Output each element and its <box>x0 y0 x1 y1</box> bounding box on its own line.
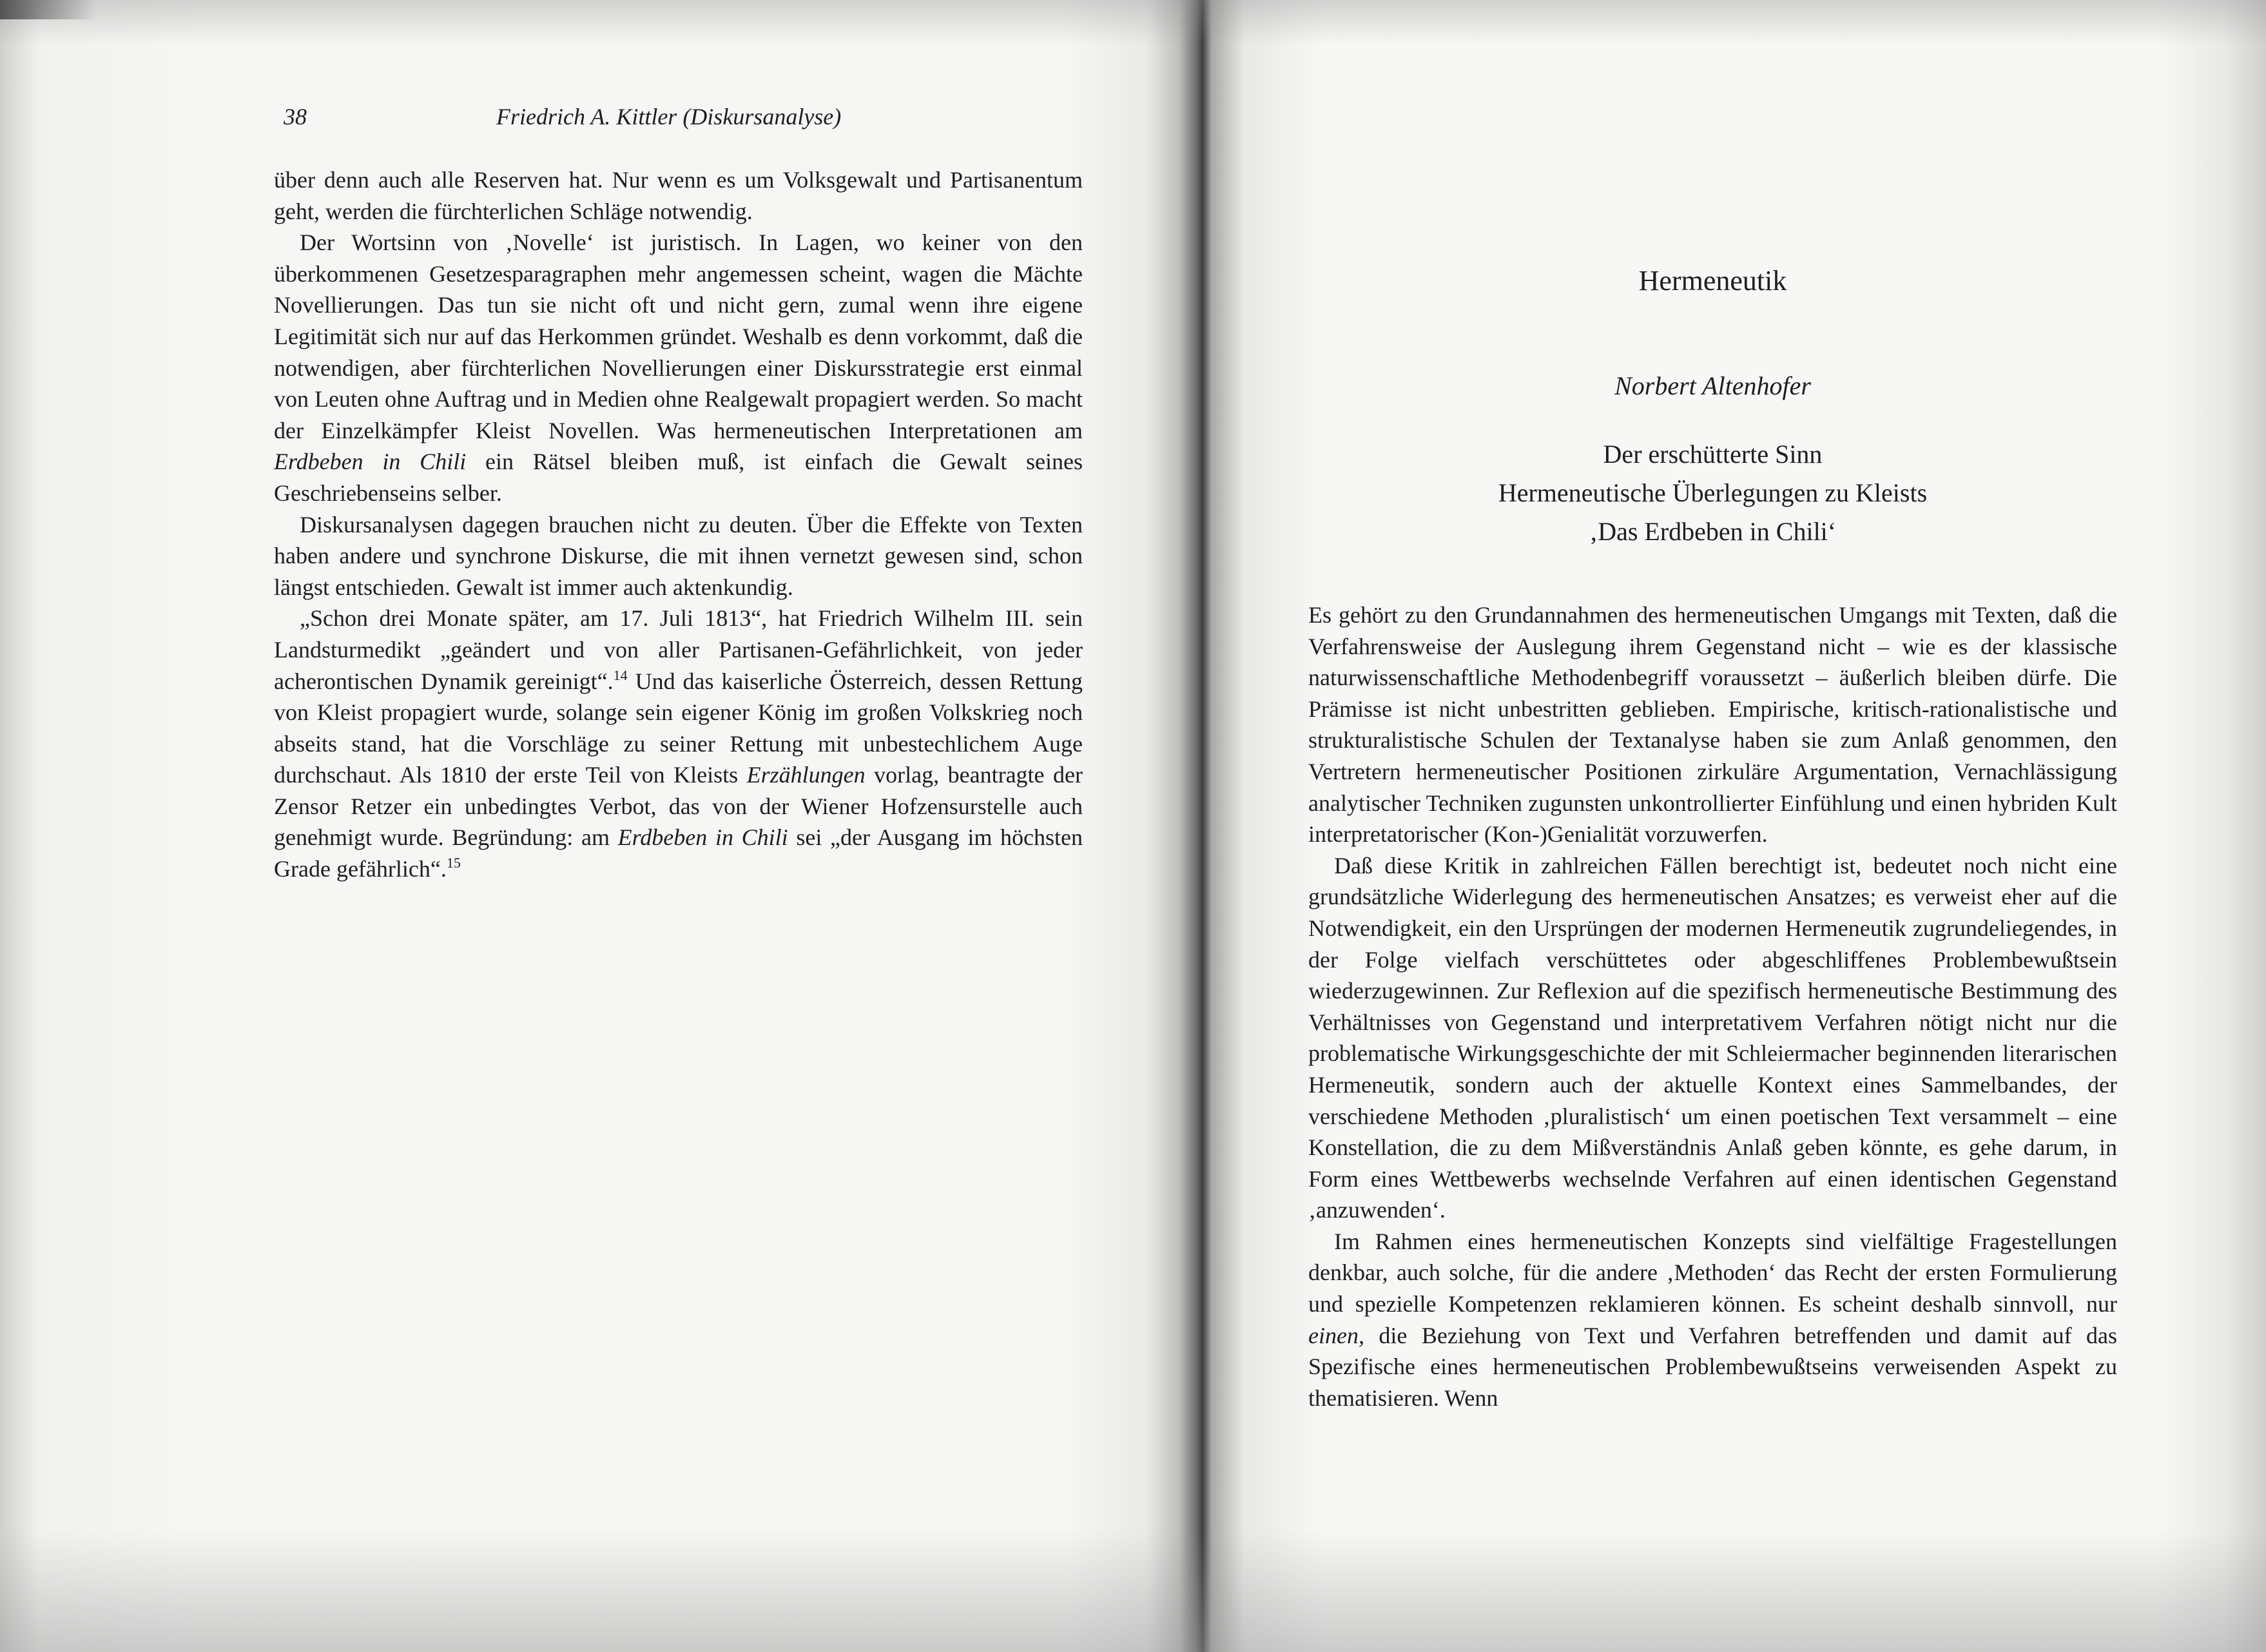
article-subtitle-line: ‚Das Erdbeben in Chili‘ <box>1589 517 1837 546</box>
left-page-body <box>274 164 1083 885</box>
text-run: Daß diese Kritik in zahlreichen Fällen berechtigt ist, bedeutet noch nicht eine grundsätzliche Widerlegung des hermeneutischen Ansatzes; es verweist eher auf die Notwendigkeit, ein den Ursprüngen der modernen Hermeneutik zugrundeliegendes, in der Folge vielfach verschüttetes oder abgeschliffenes Problembewußtsein wiederzugewinnen. Zur Reflexion auf die spezifisch hermeneutische Bestimmung des Verhältnisses von Gegenstand und interpretativem Verfahren nötigt nicht nur die problematische Wirkungsgeschichte der mit Schleiermacher beginnenden literarischen Hermeneutik, sondern auch der aktuelle Kontext eines Sammelbandes, der verschiedene Methoden ‚pluralistisch‘ um einen poetischen Text versammelt – eine Konstellation, die zu dem Mißverständnis Anlaß geben könnte, es gehe darum, in Form eines Wettbewerbs wechselnde Verfahren auf einen identischen Gegenstand ‚anzuwenden‘. <box>1308 852 2117 1223</box>
text-run: Im Rahmen eines hermeneutischen Konzepts sind vielfältige Fragestellungen denkbar, auch solche, für die andere ‚Methoden‘ das Recht der ersten Formulierung und spezielle Kompetenzen reklamieren können. Es scheint deshalb sinnvoll, nur <box>1308 1228 2117 1317</box>
footnote-ref: 15 <box>446 855 461 871</box>
article-subtitle-line: Hermeneutische Überlegungen zu Kleists <box>1498 478 1928 507</box>
text-run: ein Rätsel bleiben muß, ist einfach die Gewalt seines Geschriebenseins selber. <box>274 449 1083 506</box>
scan-bottom-shadow <box>0 1530 2266 1652</box>
running-head-title: Friedrich A. Kittler (Diskursanalyse) <box>496 104 842 130</box>
text-run: die Beziehung von Text und Verfahren betreffenden und damit auf das Spezifische eines hermeneutischen Problembewußtseins verweisenden Aspekt zu thematisieren. Wenn <box>1308 1322 2117 1411</box>
text-run: vorlag, beantragte der Zensor Retzer ein unbedingtes Verbot, das von der Wiener Hofzensurstelle auch genehmigt wurde. Begründung: am <box>274 762 1083 851</box>
italic-text: Erdbeben in Chili <box>274 449 467 475</box>
page-number: 38 <box>284 104 307 130</box>
text-run: Es gehört zu den Grundannahmen des hermeneutischen Umgangs mit Texten, daß die Verfahrensweise der Auslegung ihrem Gegenstand nicht – wie es der klassische naturwissenschaftliche Methodenbegriff voraussetzt – äußerlich bleiben dürfe. Die Prämisse ist nicht unbestritten geblieben. Empirische, kritisch-rationalistische und strukturalistische Schulen der Textanalyse haben sie zum Anlaß genommen, den Vertretern hermeneutischer Positionen zirkuläre Argumentation, Vernachlässigung analytischer Techniken zugunsten unkontrollierter Einfühlung und einen hybriden Kult interpretatorischer (Kon-)Genialität vorzuwerfen. <box>1308 602 2117 848</box>
paragraph <box>274 164 1083 227</box>
text-run: „Schon drei Monate später, am 17. Juli 1813“, hat Friedrich Wilhelm III. sein Landsturmedikt „geändert und von aller Partisanen-Gefährlichkeit, von jeder acherontischen Dynamik gereinigt“. <box>274 605 1083 694</box>
italic-text: einen, <box>1308 1322 1364 1348</box>
text-run: Diskursanalysen dagegen brauchen nicht zu deuten. Über die Effekte von Texten haben andere und synchrone Diskurse, die mit ihnen vernetzt gewesen sind, schon längst entschieden. Gewalt ist immer auch aktenkundig. <box>274 511 1083 600</box>
paragraph <box>1308 599 2117 850</box>
section-title: Hermeneutik <box>1638 265 1787 296</box>
italic-text: Erzählungen <box>746 762 866 788</box>
paragraph <box>274 603 1083 884</box>
paragraph <box>1308 1226 2117 1414</box>
italic-text: Erdbeben in Chili <box>617 824 788 851</box>
paragraph <box>274 227 1083 509</box>
article-title-line: Der erschütterte Sinn <box>1603 440 1823 469</box>
scan-corner-shadow <box>0 0 97 19</box>
paragraph <box>274 509 1083 603</box>
text-run: über denn auch alle Reserven hat. Nur wenn es um Volksgewalt und Partisanentum geht, werden die fürchterlichen Schläge notwendig. <box>274 167 1083 224</box>
left-running-head <box>284 103 1089 135</box>
scan-top-shadow <box>0 0 2266 45</box>
footnote-ref: 14 <box>613 666 628 683</box>
paragraph <box>1308 850 2117 1226</box>
right-page-body <box>1308 599 2117 1414</box>
article-author: Norbert Altenhofer <box>1614 371 1811 400</box>
text-run: sei „der Ausgang im höchsten Grade gefährlich“. <box>274 824 1083 882</box>
text-run: Der Wortsinn von ‚Novelle‘ ist juristisch. In Lagen, wo keiner von den überkommenen Gesetzesparagraphen mehr angemessen scheint, wagen die Mächte Novellierungen. Das tun sie nicht oft und nicht gern, zumal wenn ihre eigene Legitimität sich nur auf das Herkommen gründet. Weshalb es denn vorkommt, daß die notwendigen, aber fürchterlichen Novellierungen einer Diskursstrategie erst einmal von Leuten ohne Auftrag und in Medien ohne Realgewalt propagiert werden. So macht der Einzelkämpfer Kleist Novellen. Was hermeneutischen Interpretationen am <box>274 229 1083 443</box>
text-run: Und das kaiserliche Österreich, dessen Rettung von Kleist propagiert wurde, solange sein eigener König im großen Volkskrieg noch abseits stand, hat die Vorschläge zu seiner Rettung mit unbestechlichem Auge durchschaut. Als 1810 der erste Teil von Kleists <box>274 668 1083 788</box>
article-title <box>1308 435 2117 551</box>
